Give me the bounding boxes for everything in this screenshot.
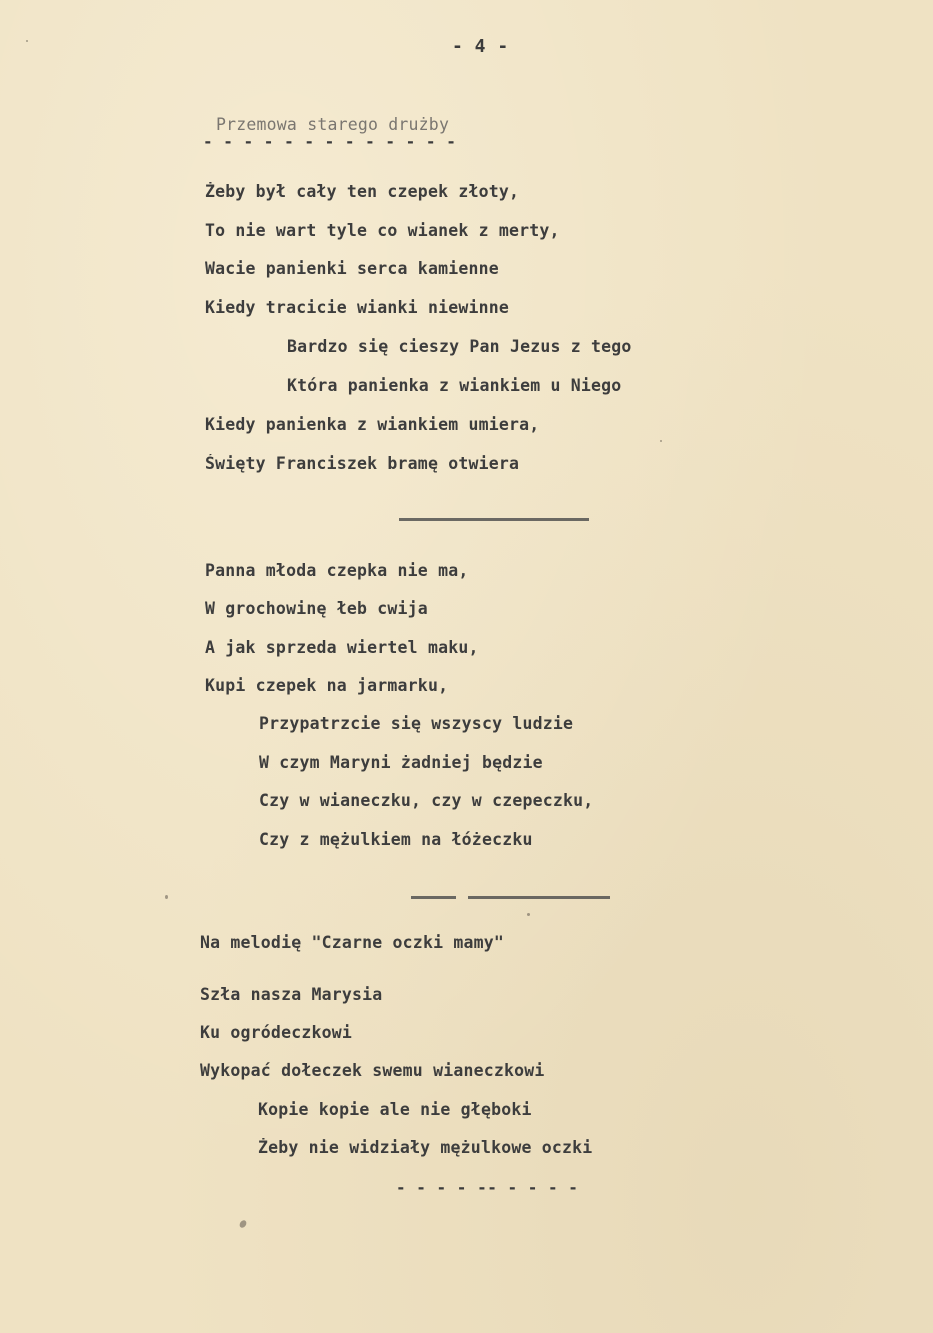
paper-speck [165,895,168,899]
melody-note: Na melodię "Czarne oczki mamy" [200,933,505,952]
verse-line: Kiedy tracicie wianki niewinne [205,298,510,317]
paper-speck [527,913,530,916]
paper-speck [26,40,28,42]
paper-speck [660,440,662,442]
verse-line: A jak sprzeda wiertel maku, [205,638,479,657]
section-divider [411,896,456,899]
verse-line-indented: Przypatrzcie się wszyscy ludzie [259,714,574,733]
verse-line: Kiedy panienka z wiankiem umiera, [205,415,540,434]
verse-line: Szła nasza Marysia [200,985,383,1004]
section-divider [399,518,589,521]
verse-line: Ku ogródeczkowi [200,1023,353,1042]
verse-line: Żeby był cały ten czepek złoty, [205,182,520,201]
verse-line-indented: Czy w wianeczku, czy w czepeczku, [259,791,594,810]
section-title: Przemowa starego drużby [216,115,450,134]
verse-line-indented: Bardzo się cieszy Pan Jezus z tego [287,337,632,356]
verse-line-indented: Czy z mężulkiem na łóżeczku [259,830,533,849]
title-underline: - - - - - - - - - - - - - [203,132,457,151]
paper-speck [238,1219,248,1229]
page-number: - 4 - [452,36,509,57]
verse-line: Panna młoda czepka nie ma, [205,561,469,580]
verse-line: Święty Franciszek bramę otwiera [205,454,520,473]
verse-line-indented: Która panienka z wiankiem u Niego [287,376,622,395]
verse-line: Wykopać dołeczek swemu wianeczkowi [200,1061,545,1080]
verse-line-indented: Kopie kopie ale nie głęboki [258,1100,532,1119]
verse-line: W grochowinę łeb cwija [205,599,428,618]
verse-line-indented: Żeby nie widziały mężulkowe oczki [258,1138,593,1157]
end-marks: - - - - -- - - - - [396,1178,579,1197]
section-divider [468,896,610,899]
verse-line: To nie wart tyle co wianek z merty, [205,221,560,240]
verse-line: Kupi czepek na jarmarku, [205,676,449,695]
verse-line: Wacie panienki serca kamienne [205,259,499,278]
verse-line-indented: W czym Maryni żadniej będzie [259,753,543,772]
